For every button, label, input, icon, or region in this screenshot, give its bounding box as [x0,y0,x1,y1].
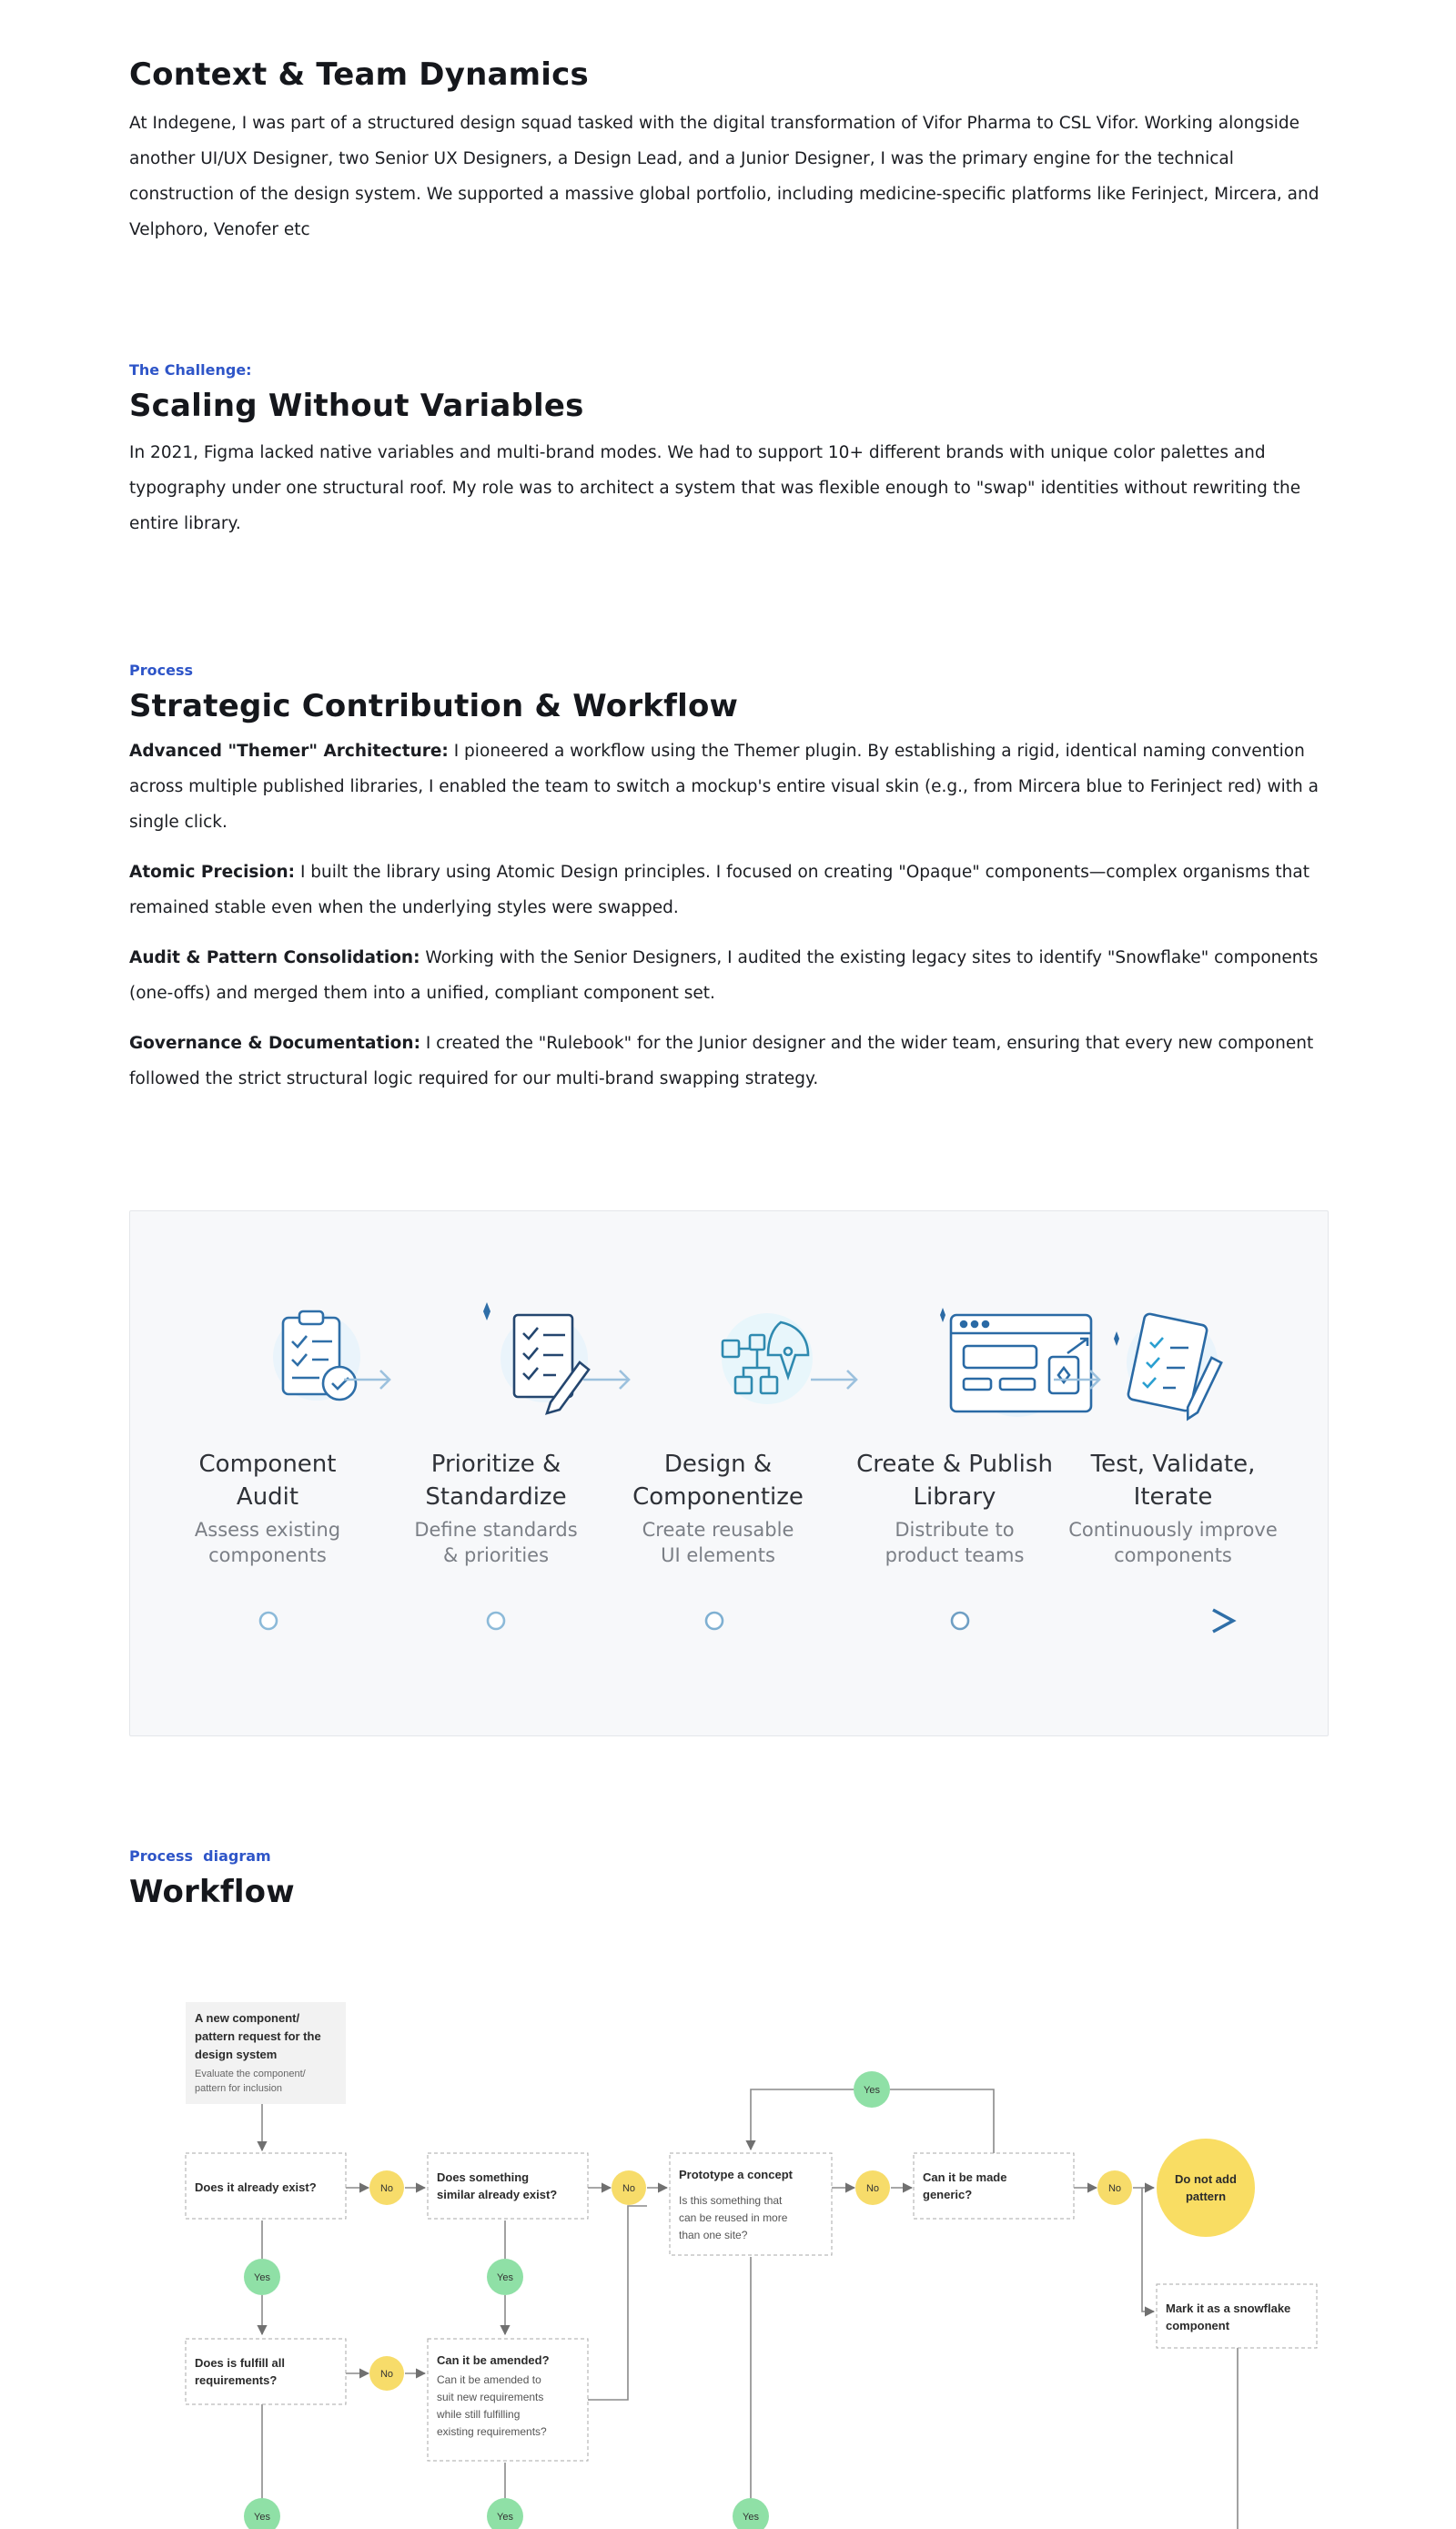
end-do-not-add [1157,2139,1255,2237]
challenge-section [129,361,1330,541]
svg-text:Can it be amended?: Can it be amended? [437,2353,550,2367]
start-title: pattern request for the [195,2029,321,2043]
svg-text:Yes: Yes [497,2512,513,2523]
svg-text:Does it already exist?: Does it already exist? [195,2180,317,2194]
step-subtitle: Create reusable UI elements [642,1519,794,1566]
start-title: A new component/ [195,2011,300,2025]
svg-text:Do not add: Do not add [1175,2172,1237,2186]
svg-text:Mark it as a snowflake: Mark it as a snowflake [1166,2301,1291,2315]
challenge-eyebrow: The Challenge: [129,361,252,379]
svg-text:Yes: Yes [254,2512,270,2523]
svg-text:No: No [622,2183,636,2194]
svg-text:can be reused in more: can be reused in more [679,2211,788,2224]
svg-text:No: No [379,2183,394,2194]
snowflake-node [1157,2284,1317,2348]
step-subtitle: Distribute to product teams [885,1519,1025,1566]
svg-text:component: component [1166,2319,1230,2332]
diagram-heading: Workflow [129,1874,295,1910]
process-item-text: I pioneered a workflow using the Themer plugin. By establishing a rigid, identical naming convention across multiple published libraries, I enabled the team to switch a mockup's entire visual skin (e.g., from Mircera blue to Ferinject red) with a single click. [129,742,1319,832]
svg-text:Can it be made: Can it be made [923,2170,1007,2184]
decision-similar-exists [428,2153,588,2219]
process-item [129,733,1330,840]
context-section [129,56,1330,248]
svg-text:Yes: Yes [497,2272,513,2283]
process-section [129,662,1330,1097]
diagram-section [129,1847,1330,1910]
svg-text:Yes: Yes [254,2272,270,2283]
process-heading: Strategic Contribution & Workflow [129,688,739,724]
svg-text:Does something: Does something [437,2170,530,2184]
prototype-concept-node [670,2153,832,2255]
decision-requirements [186,2339,346,2404]
workflow-flowchart [0,1938,1456,2529]
svg-text:Does is fulfill all: Does is fulfill all [195,2356,285,2370]
process-item-title: Advanced "Themer" Architecture: [129,742,449,761]
svg-text:generic?: generic? [923,2188,973,2201]
svg-text:existing requirements?: existing requirements? [437,2425,547,2438]
decision-amended [428,2339,588,2461]
process-item-text: I built the library using Atomic Design principles. I focused on creating "Opaque" components—complex organisms that remained stable even when the underlying styles were swapped. [129,863,1309,917]
pen-tool-flow-icon [722,1313,813,1404]
clipboard-check-icon [273,1311,360,1401]
process-item [129,940,1330,1011]
process-item-title: Atomic Precision: [129,863,296,882]
start-subtitle: Evaluate the component/ [195,2069,306,2079]
step-title: Prioritize & Standardize [425,1451,567,1511]
step-title: Component Audit [198,1451,337,1511]
timeline [260,1610,1233,1632]
process-item-text: Working with the Senior Designers, I audited the existing legacy sites to identify "Snowflake" components (one-offs) and merged them into a unified, compliant component set. [129,948,1319,1003]
process-eyebrow: Process [129,662,193,679]
svg-text:pattern: pattern [1185,2190,1227,2203]
svg-text:Can it be amended to: Can it be amended to [437,2373,541,2386]
step-subtitle: Continuously improve components [1068,1519,1278,1566]
start-subtitle: pattern for inclusion [195,2083,282,2094]
process-item [129,855,1330,926]
step-title: Create & Publish Library [856,1451,1053,1511]
svg-text:Is this something that: Is this something that [679,2194,783,2207]
context-body: At Indegene, I was part of a structured design squad tasked with the digital transformation of Vifor Pharma to CSL Vifor. Working alongside another UI/UX Designer, two Senior UX Designers, a Design Lead, and a Junior Designer, I was the primary engine for the technical construction of the design system. We supported a massive global portfolio, including medicine-specific platforms like Ferinject, Mircera, and Velphoro, Venofer etc [129,114,1320,239]
start-node [186,2002,346,2104]
clipboard-pencil-icon [1114,1313,1222,1423]
decision-generic [914,2153,1074,2219]
checklist-pencil-icon [483,1302,589,1413]
svg-text:while still fulfilling: while still fulfilling [437,2408,521,2421]
step-subtitle: Define standards & priorities [414,1519,578,1566]
step-title: Design & Componentize [632,1451,804,1511]
process-item-title: Audit & Pattern Consolidation: [129,948,420,967]
challenge-heading: Scaling Without Variables [129,388,584,424]
decision-exists [186,2153,346,2219]
svg-text:No: No [865,2183,880,2194]
svg-text:No: No [1107,2183,1122,2194]
svg-text:No: No [379,2369,394,2380]
svg-text:similar already exist?: similar already exist? [437,2188,558,2201]
svg-text:than one site?: than one site? [679,2229,748,2241]
svg-text:Yes: Yes [743,2512,759,2523]
diagram-eyebrow: Process diagram [129,1847,271,1865]
browser-window-icon [940,1308,1091,1417]
context-heading: Context & Team Dynamics [129,56,589,93]
challenge-body: In 2021, Figma lacked native variables and multi-brand modes. We had to support 10+ different brands with unique color palettes and typography under one structural roof. My role was to architect a system that was flexible enough to "swap" identities without rewriting the entire library. [129,443,1301,533]
process-item-text: I created the "Rulebook" for the Junior designer and the wider team, ensuring that every new component followed the strict structural logic required for our multi-brand swapping strategy. [129,1034,1314,1088]
step-subtitle: Assess existing components [194,1519,341,1566]
svg-text:Yes: Yes [864,2085,880,2096]
svg-text:Prototype a concept: Prototype a concept [679,2168,793,2181]
start-title: design system [195,2048,278,2061]
process-item-title: Governance & Documentation: [129,1034,420,1053]
svg-text:suit new requirements: suit new requirements [437,2391,544,2403]
process-steps-card [129,1210,1329,1736]
process-item [129,1026,1330,1097]
step-title: Test, Validate, Iterate [1090,1451,1256,1511]
svg-text:requirements?: requirements? [195,2373,278,2387]
